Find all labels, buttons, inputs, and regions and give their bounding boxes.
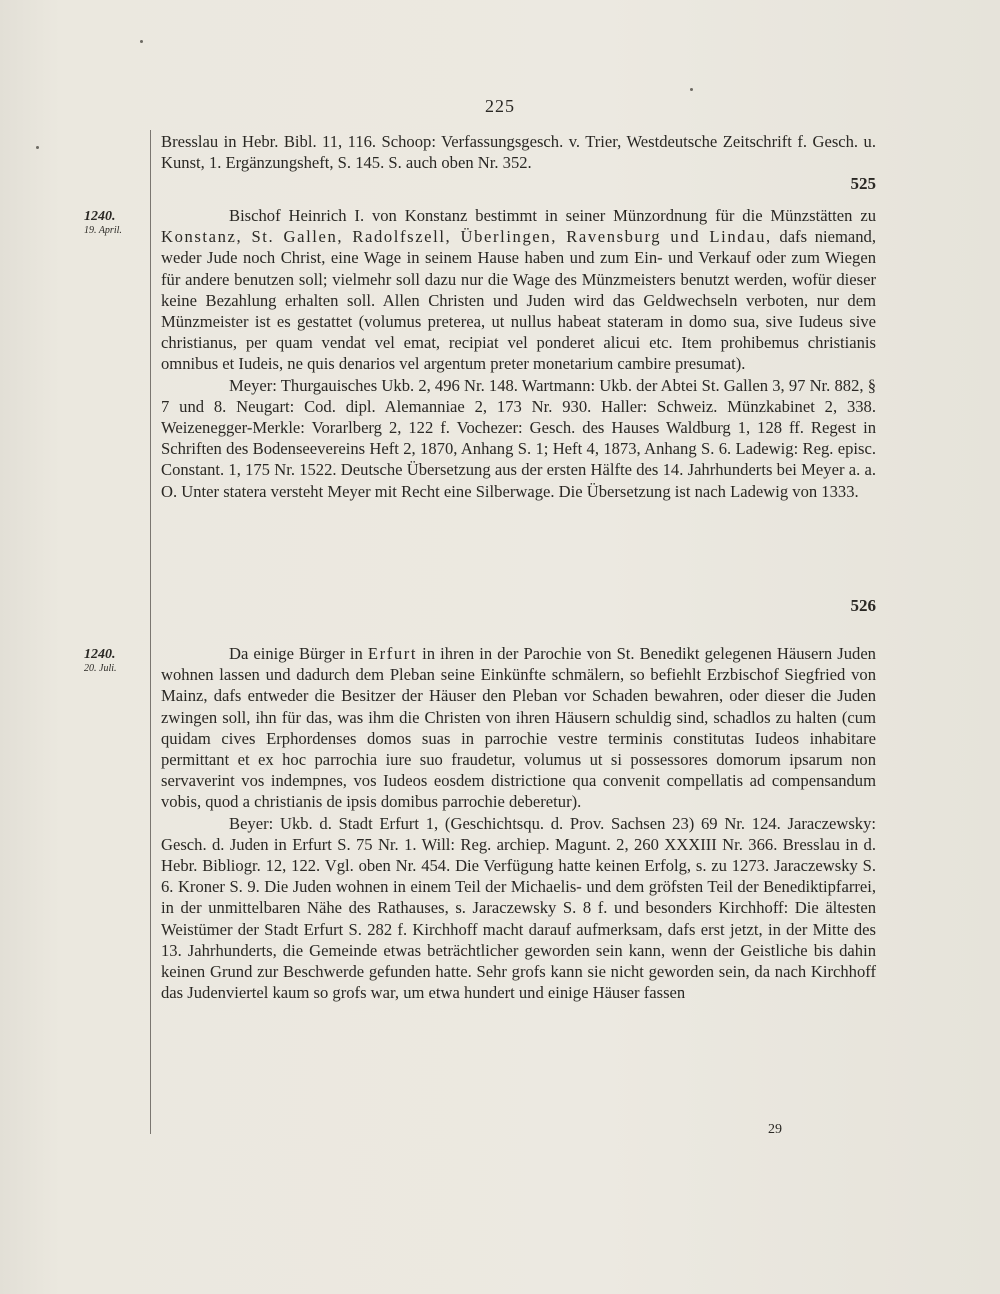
margin-day: 20. Juli.: [84, 663, 117, 674]
entry-body-start: Bischof Heinrich I. von Konstanz bestimmt in seiner Münzordnung für die Münzstätten zu: [229, 206, 876, 225]
paper-speck: [690, 88, 693, 91]
entry-body: [161, 643, 876, 813]
continuation-paragraph: Bresslau in Hebr. Bibl. 11, 116. Schoop: Verfassungsgesch. v. Trier, Westdeutsche Zeitschrift f. Gesch. u. Kunst, 1. Ergänzungsheft, S. 145. S. auch oben Nr. 352.: [161, 132, 876, 173]
entry-number-526: 526: [850, 596, 876, 615]
margin-year: 1240.: [84, 209, 116, 224]
entry-body-start: Da einige Bürger in: [229, 644, 368, 663]
margin-date-526: [84, 647, 148, 675]
entry-references: Meyer: Thurgauisches Ukb. 2, 496 Nr. 148. Wartmann: Ukb. der Abtei St. Gallen 3, 97 Nr. 882, § 7 und 8. Neugart: Cod. dipl. Alemanniae 2, 173 Nr. 930. Haller: Schweiz. Münzkabinet 2, 338. Weizenegger-Merkle: Vorarlberg 2, 122 f. Vochezer: Gesch. des Hauses Waldburg 1, 128 ff. Regest in Schriften des Bodenseevereins Heft 2, 1870, Anhang S. 1; Heft 4, 1873, Anhang S. 6. Ladewig: Reg. episc. Constant. 1, 175 Nr. 1522. Deutsche Übersetzung aus der ersten Hälfte des 14. Jahrhunderts bei Meyer a. a. O. Unter statera versteht Meyer mit Recht eine Silberwage. Die Übersetzung ist nach Ladewig von 1333.: [161, 375, 876, 501]
margin-day: 19. April.: [84, 225, 122, 236]
paper-speck: [140, 40, 143, 43]
paper-speck: [36, 146, 39, 149]
entry-references: Beyer: Ukb. d. Stadt Erfurt 1, (Geschichtsqu. d. Prov. Sachsen 23) 69 Nr. 124. Jaraczewsky: Gesch. d. Juden in Erfurt S. 75 Nr. 1. Will: Reg. archiep. Magunt. 2, 260 XXXIII Nr. 366. Bresslau in d. Hebr. Bibliogr. 12, 122. Vgl. oben Nr. 454. Die Verfügung hatte keinen Erfolg, s. zu 1273. Jaraczewsky S. 6. Kroner S. 9. Die Juden wohnen in einem Teil der Michaelis- und dem gröfsten Teil der Benediktipfarrei, in der unmittelbaren Nähe des Rathauses, s. Jaraczewsky S. 8 f. und besonders Kirchhoff: Die ältesten Weistümer der Stadt Erfurt S. 282 f. Kirchhoff macht darauf aufmerksam, dafs erst jetzt, in der Mitte des 13. Jahrhunderts, die Gemeinde etwas beträchtlicher geworden sein kann, wenn der Geistliche bis dahin keinen Grund zur Beschwerde gefunden hatte. Sehr grofs kann sie nicht geworden sein, da nach Kirchhoff das Judenviertel kaum so grofs war, um etwa hundert und einige Häuser fassen: [161, 813, 876, 1003]
place-names: Erfurt: [367, 644, 418, 663]
entry-body-rest: dafs niemand, weder Jude noch Christ, eine Wage in seinem Hause haben und zum Ein- und Verkauf oder zum Wiegen für andere benutzen soll; vielmehr soll dazu nur die Wage des Münzmeisters benutzt werden, wofür dieser keine Bezahlung erhalten soll. Allen Christen und Juden wird das Geldwechseln verboten, nur dem Münzmeister ist es gestattet (volumus preterea, ut nullus habeat stateram in domo sua, sive Iudeus sive christianus, per quam vendat vel emat, recipiat vel ponderet alicui etc. Item prohibemus christianis omnibus et Iudeis, ne quis denarios vel argentum preter monetarium cambire presumat).: [161, 227, 876, 374]
place-names: Konstanz, St. Gallen, Radolfszell, Überlingen, Ravensburg und Lindau,: [161, 227, 772, 247]
entry-525: [161, 205, 876, 502]
margin-date-525: [84, 209, 148, 237]
page-number: 225: [485, 96, 515, 116]
entry-body: [161, 205, 876, 375]
entry-526: [161, 643, 876, 1003]
entry-number-525: 525: [850, 174, 876, 193]
margin-rule: [150, 130, 151, 1134]
continuation-text: [161, 131, 876, 173]
margin-year: 1240.: [84, 647, 116, 662]
entry-body-rest: in ihren in der Parochie von St. Benedikt gelegenen Häusern Juden wohnen lassen und dadurch dem Pleban seine Einkünfte schmälern, so befiehlt Erzbischof Siegfried von Mainz, dafs entweder die Besitzer der Häuser den Pleban vor Schaden bewahren, oder dieser die Juden zwingen soll, ihn für das, was ihm die Christen von ihren Häusern schuldig sind, schadlos zu halten (cum quidam cives Erphordenses domos suas in parrochie vestre terminis constitutas Iudeos inhabitare permittant et ex hoc parrochia iure suo fraudetur, volumus ut si possessores domorum ipsarum non servaverint vos indempnes, vos Iudeos eosdem districtione qua convenit compellatis ad compensandum vobis, quod a christianis de ipsis domibus parrochie deberetur).: [161, 644, 876, 812]
sheet-signature: 29: [768, 1122, 782, 1137]
